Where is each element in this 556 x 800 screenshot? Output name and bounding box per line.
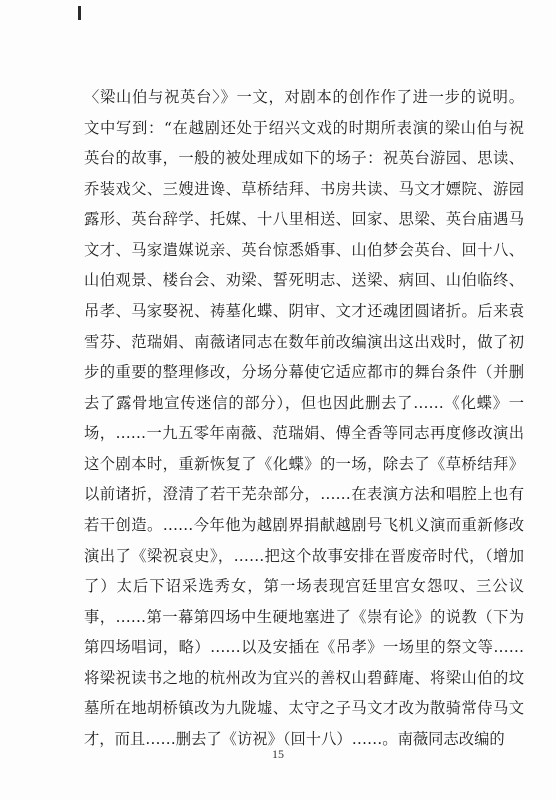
- text-line: 英台的故事，一般的被处理成如下的场子：祝英台游园、思读、: [84, 149, 524, 167]
- text-line: 将梁祝读书之地的杭州改为宜兴的善权山碧藓庵、将梁山伯的坟: [84, 669, 524, 687]
- text-line: 若干创造。……今年他为越剧界捐献越剧号飞机义演而重新修改: [84, 516, 524, 534]
- text-line: 步的重要的整理修改，分场分幕使它适应都市的舞台条件（并删: [84, 363, 524, 381]
- text-line: 演出了《梁祝哀史》，……把这个故事安排在晋废帝时代，（增加: [84, 547, 524, 565]
- text-line: 吊孝、马家娶祝、祷墓化蝶、阴审、文才还魂团圆诸折。后来袁: [84, 302, 524, 320]
- text-line: 才，而且……删去了《访祝》（回十八）……。南薇同志改编的: [84, 730, 505, 748]
- text-line: 文中写到：“在越剧还处于绍兴文戏的时期所表演的梁山伯与祝: [84, 119, 524, 137]
- page-number: 15: [272, 747, 284, 761]
- text-line: 场，……一九五零年南薇、范瑞娟、傅全香等同志再度修改演出: [84, 424, 524, 442]
- text-line: 雪芬、范瑞娟、南薇诸同志在数年前改编演出这出戏时，做了初: [84, 333, 524, 351]
- text-line: 去了露骨地宣传迷信的部分），但也因此删去了……《化蝶》一: [84, 394, 524, 412]
- text-line: 了）太后下诏采选秀女，第一场表现宫廷里宫女怨叹、三公议: [84, 577, 524, 595]
- text-line: 这个剧本时，重新恢复了《化蝶》的一场，除去了《草桥结拜》: [84, 455, 524, 473]
- text-line: 〈梁山伯与祝英台〉》一文，对剧本的创作作了进一步的说明。: [84, 88, 524, 106]
- text-line: 第四场唱词，略）……以及安插在《吊孝》一场里的祭文等……: [84, 638, 524, 656]
- text-line: 露形、英台辞学、托媒、十八里相送、回家、思梁、英台庙遇马: [84, 210, 524, 228]
- text-line: 乔装戏父、三嫂进谗、草桥结拜、书房共读、马文才嫖院、游园: [84, 180, 524, 198]
- text-line: 山伯观景、楼台会、劝梁、誓死明志、送梁、病回、山伯临终、: [84, 271, 524, 289]
- text-line: 文才、马家遣媒说亲、英台惊悉婚事、山伯梦会英台、回十八、: [84, 241, 524, 259]
- text-line: 事，……第一幕第四场中生硬地塞进了《崇有论》的说教（下为: [84, 608, 524, 626]
- text-line: 墓所在地胡桥镇改为九陇墟、太守之子马文才改为散骑常侍马文: [84, 699, 524, 717]
- text-line: 以前诸折，澄清了若干芜杂部分，……在表演方法和唱腔上也有: [84, 485, 524, 503]
